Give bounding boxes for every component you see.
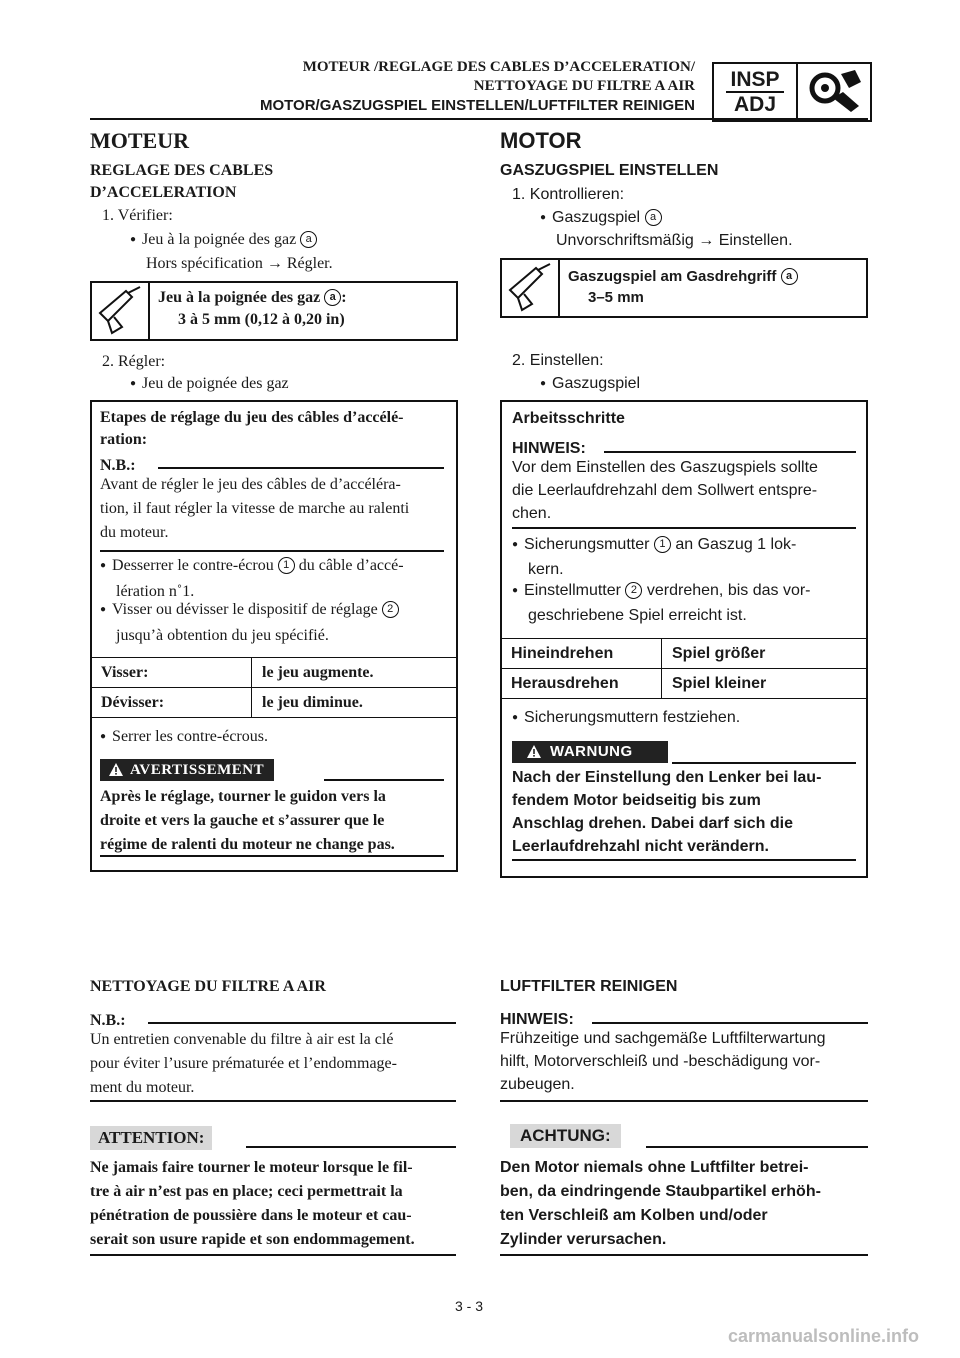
de-hinweis2-text: Frühzeitige und sachgemäße Luftfilterwartung hilft, Motorverschleiß und -beschädigung vor- zubeugen. bbox=[500, 1030, 826, 1093]
ref-1-icon: 1 bbox=[278, 557, 295, 574]
fr-warning-label: AVERTISSEMENT bbox=[100, 759, 274, 781]
de-spec-label: Gaszugspiel am Gasdrehgriff a bbox=[568, 266, 798, 287]
de-step2-item: ● Gaszugspiel bbox=[540, 372, 640, 397]
de-warning-rule bbox=[672, 762, 856, 764]
page-header bbox=[150, 58, 695, 115]
fr-step1-action: Hors spécification → Régler. bbox=[146, 255, 333, 272]
fr-nb-label: N.B.: bbox=[100, 457, 136, 474]
de-hinweis-text: Vor dem Einstellen des Gaszugspiels sollte die Leerlaufdrehzahl dem Sollwert entspre- chen. bbox=[512, 459, 818, 522]
table-row: Herausdrehen Spiel kleiner bbox=[501, 669, 868, 699]
de-warning-end-rule bbox=[512, 859, 856, 861]
fr-warning-end-rule bbox=[100, 855, 444, 857]
fr-nb-end-rule bbox=[100, 550, 444, 552]
de-adjust-table bbox=[500, 638, 868, 699]
fr-proc-title: Etapes de réglage du jeu des câbles d’accélé- ration: bbox=[100, 409, 404, 448]
badge-insp: INSP bbox=[726, 68, 783, 93]
de-step1-action: Unvorschriftsmäßig → Einstellen. bbox=[556, 232, 793, 249]
de-sub-title: GASZUGSPIEL EINSTELLEN bbox=[500, 162, 719, 179]
fr-nb2-rule bbox=[148, 1022, 456, 1024]
fr-filter-title: NETTOYAGE DU FILTRE A AIR bbox=[90, 978, 326, 995]
de-proc-title: Arbeitsschritte bbox=[512, 410, 625, 427]
de-spec-value: 3–5 mm bbox=[588, 289, 644, 306]
de-achtung-label: ACHTUNG: bbox=[510, 1124, 621, 1148]
fr-step1: 1. Vérifier: bbox=[102, 207, 173, 224]
de-bullet-1: ● Sicherungsmutter 1 an Gaszug 1 lok- kern. bbox=[512, 533, 858, 581]
header-line-3: MOTOR/GASZUGSPIEL EINSTELLEN/LUFTFILTER REINIGEN bbox=[259, 97, 695, 114]
page-number: 3 - 3 bbox=[455, 1298, 484, 1314]
de-section-title: MOTOR bbox=[500, 128, 582, 153]
table-row: Dévisser: le jeu diminue. bbox=[91, 688, 458, 718]
fr-attention-rule bbox=[246, 1146, 456, 1148]
de-achtung-text: Den Motor niemals ohne Luftfilter betrei- ben, da eindringende Staubpartikel erhöh- ten Verschleiß am Kolben und/oder Zylinder verursachen. bbox=[500, 1159, 821, 1248]
fr-nb-text: Avant de régler le jeu des câbles de d’accéléra- tion, il faut régler la vitesse de marche au ralenti du moteur. bbox=[100, 476, 410, 541]
de-achtung-rule bbox=[646, 1146, 868, 1148]
fr-adjust-table bbox=[90, 657, 458, 718]
fr-nb-rule bbox=[158, 467, 444, 469]
fr-bullet-3: ● Serrer les contre-écrous. bbox=[100, 725, 268, 751]
ref-a-icon: a bbox=[645, 209, 662, 226]
fr-spec-value: 3 à 5 mm (0,12 à 0,20 in) bbox=[178, 311, 345, 328]
header-line-2: NETTOYAGE DU FILTRE A AIR bbox=[473, 78, 695, 94]
fr-sub-title-2: D’ACCELERATION bbox=[90, 184, 237, 201]
caliper-icon bbox=[92, 283, 150, 339]
fr-spec-label: Jeu à la poignée des gaz a : bbox=[158, 289, 347, 306]
de-hinweis-label: HINWEIS: bbox=[512, 440, 586, 457]
fr-attention-text: Ne jamais faire tourner le moteur lorsque le fil- tre à air n’est pas en place; ceci permettrait la pénétration de poussière dans le moteur et cau- serait son usure rapide et son endommagement. bbox=[90, 1159, 415, 1248]
de-warning-text: Nach der Einstellung den Lenker bei lau- fendem Motor beidseitig bis zum Anschlag drehen. Dabei darf sich die Leerlaufdrehzahl nicht verändern. bbox=[512, 769, 822, 855]
de-hinweis-end-rule bbox=[512, 527, 856, 529]
caliper-icon bbox=[502, 260, 560, 316]
fr-attention-label: ATTENTION: bbox=[90, 1126, 212, 1150]
de-filter-title: LUFTFILTER REINIGEN bbox=[500, 978, 678, 995]
badge-adj: ADJ bbox=[733, 93, 776, 116]
de-hinweis2-rule bbox=[592, 1022, 868, 1024]
watermark: carmanualsonline.info bbox=[728, 1326, 920, 1346]
fr-step1-item: ● Jeu à la poignée des gaz a bbox=[130, 228, 317, 254]
header-line-1: MOTEUR /REGLAGE DES CABLES D’ACCELERATION/ bbox=[302, 59, 695, 75]
ref-1-icon: 1 bbox=[654, 536, 671, 553]
table-row: Visser: le jeu augmente. bbox=[91, 658, 458, 688]
ref-a-icon: a bbox=[324, 289, 341, 306]
fr-bullet-1: ● Desserrer le contre-écrou 1 du câble d’accé- lération n˚1. bbox=[100, 554, 450, 604]
ref-a-icon: a bbox=[300, 231, 317, 248]
de-bullet-3: ● Sicherungsmuttern festziehen. bbox=[512, 706, 740, 731]
de-hinweis2-end-rule bbox=[500, 1100, 868, 1102]
fr-section-title: MOTEUR bbox=[90, 128, 189, 153]
de-warning-label: WARNUNG bbox=[512, 741, 668, 763]
ref-2-icon: 2 bbox=[625, 582, 642, 599]
ref-a-icon: a bbox=[781, 268, 798, 285]
fr-nb2-end-rule bbox=[90, 1100, 456, 1102]
de-bullet-2: ● Einstellmutter 2 verdrehen, bis das vor- geschriebene Spiel erreicht ist. bbox=[512, 579, 858, 627]
fr-step2: 2. Régler: bbox=[102, 353, 166, 370]
fr-step2-item: ● Jeu de poignée des gaz bbox=[130, 372, 289, 398]
de-step2: 2. Einstellen: bbox=[512, 352, 604, 369]
de-step1: 1. Kontrollieren: bbox=[512, 186, 625, 203]
fr-attention-end-rule bbox=[90, 1254, 456, 1256]
ref-2-icon: 2 bbox=[382, 601, 399, 618]
de-step1-item: ● Gaszugspiel a bbox=[540, 206, 662, 231]
insp-adj-badge bbox=[712, 62, 872, 122]
de-spec-box bbox=[500, 258, 868, 318]
warning-triangle-icon bbox=[108, 762, 124, 784]
fr-sub-title-1: REGLAGE DES CABLES bbox=[90, 162, 274, 179]
fr-warning-text: Après le réglage, tourner le guidon vers la droite et vers la gauche et s’assurer que le régime de ralenti du moteur ne change pas. bbox=[100, 788, 395, 853]
de-hinweis2-label: HINWEIS: bbox=[500, 1011, 574, 1028]
warning-triangle-icon bbox=[526, 744, 542, 766]
de-hinweis-rule bbox=[604, 451, 856, 453]
de-achtung-end-rule bbox=[500, 1254, 868, 1256]
fr-nb2-label: N.B.: bbox=[90, 1012, 126, 1029]
fr-warning-rule bbox=[324, 779, 444, 781]
table-row: Hineindrehen Spiel größer bbox=[501, 639, 868, 669]
fr-bullet-2: ● Visser ou dévisser le dispositif de réglage 2 jusqu’à obtention du jeu spécifié. bbox=[100, 598, 450, 648]
wrench-gauge-icon bbox=[798, 64, 870, 120]
fr-spec-box bbox=[90, 281, 458, 341]
fr-nb2-text: Un entretien convenable du filtre à air est la clé pour éviter l’usure prématurée et l’endommage- ment du moteur. bbox=[90, 1031, 397, 1096]
